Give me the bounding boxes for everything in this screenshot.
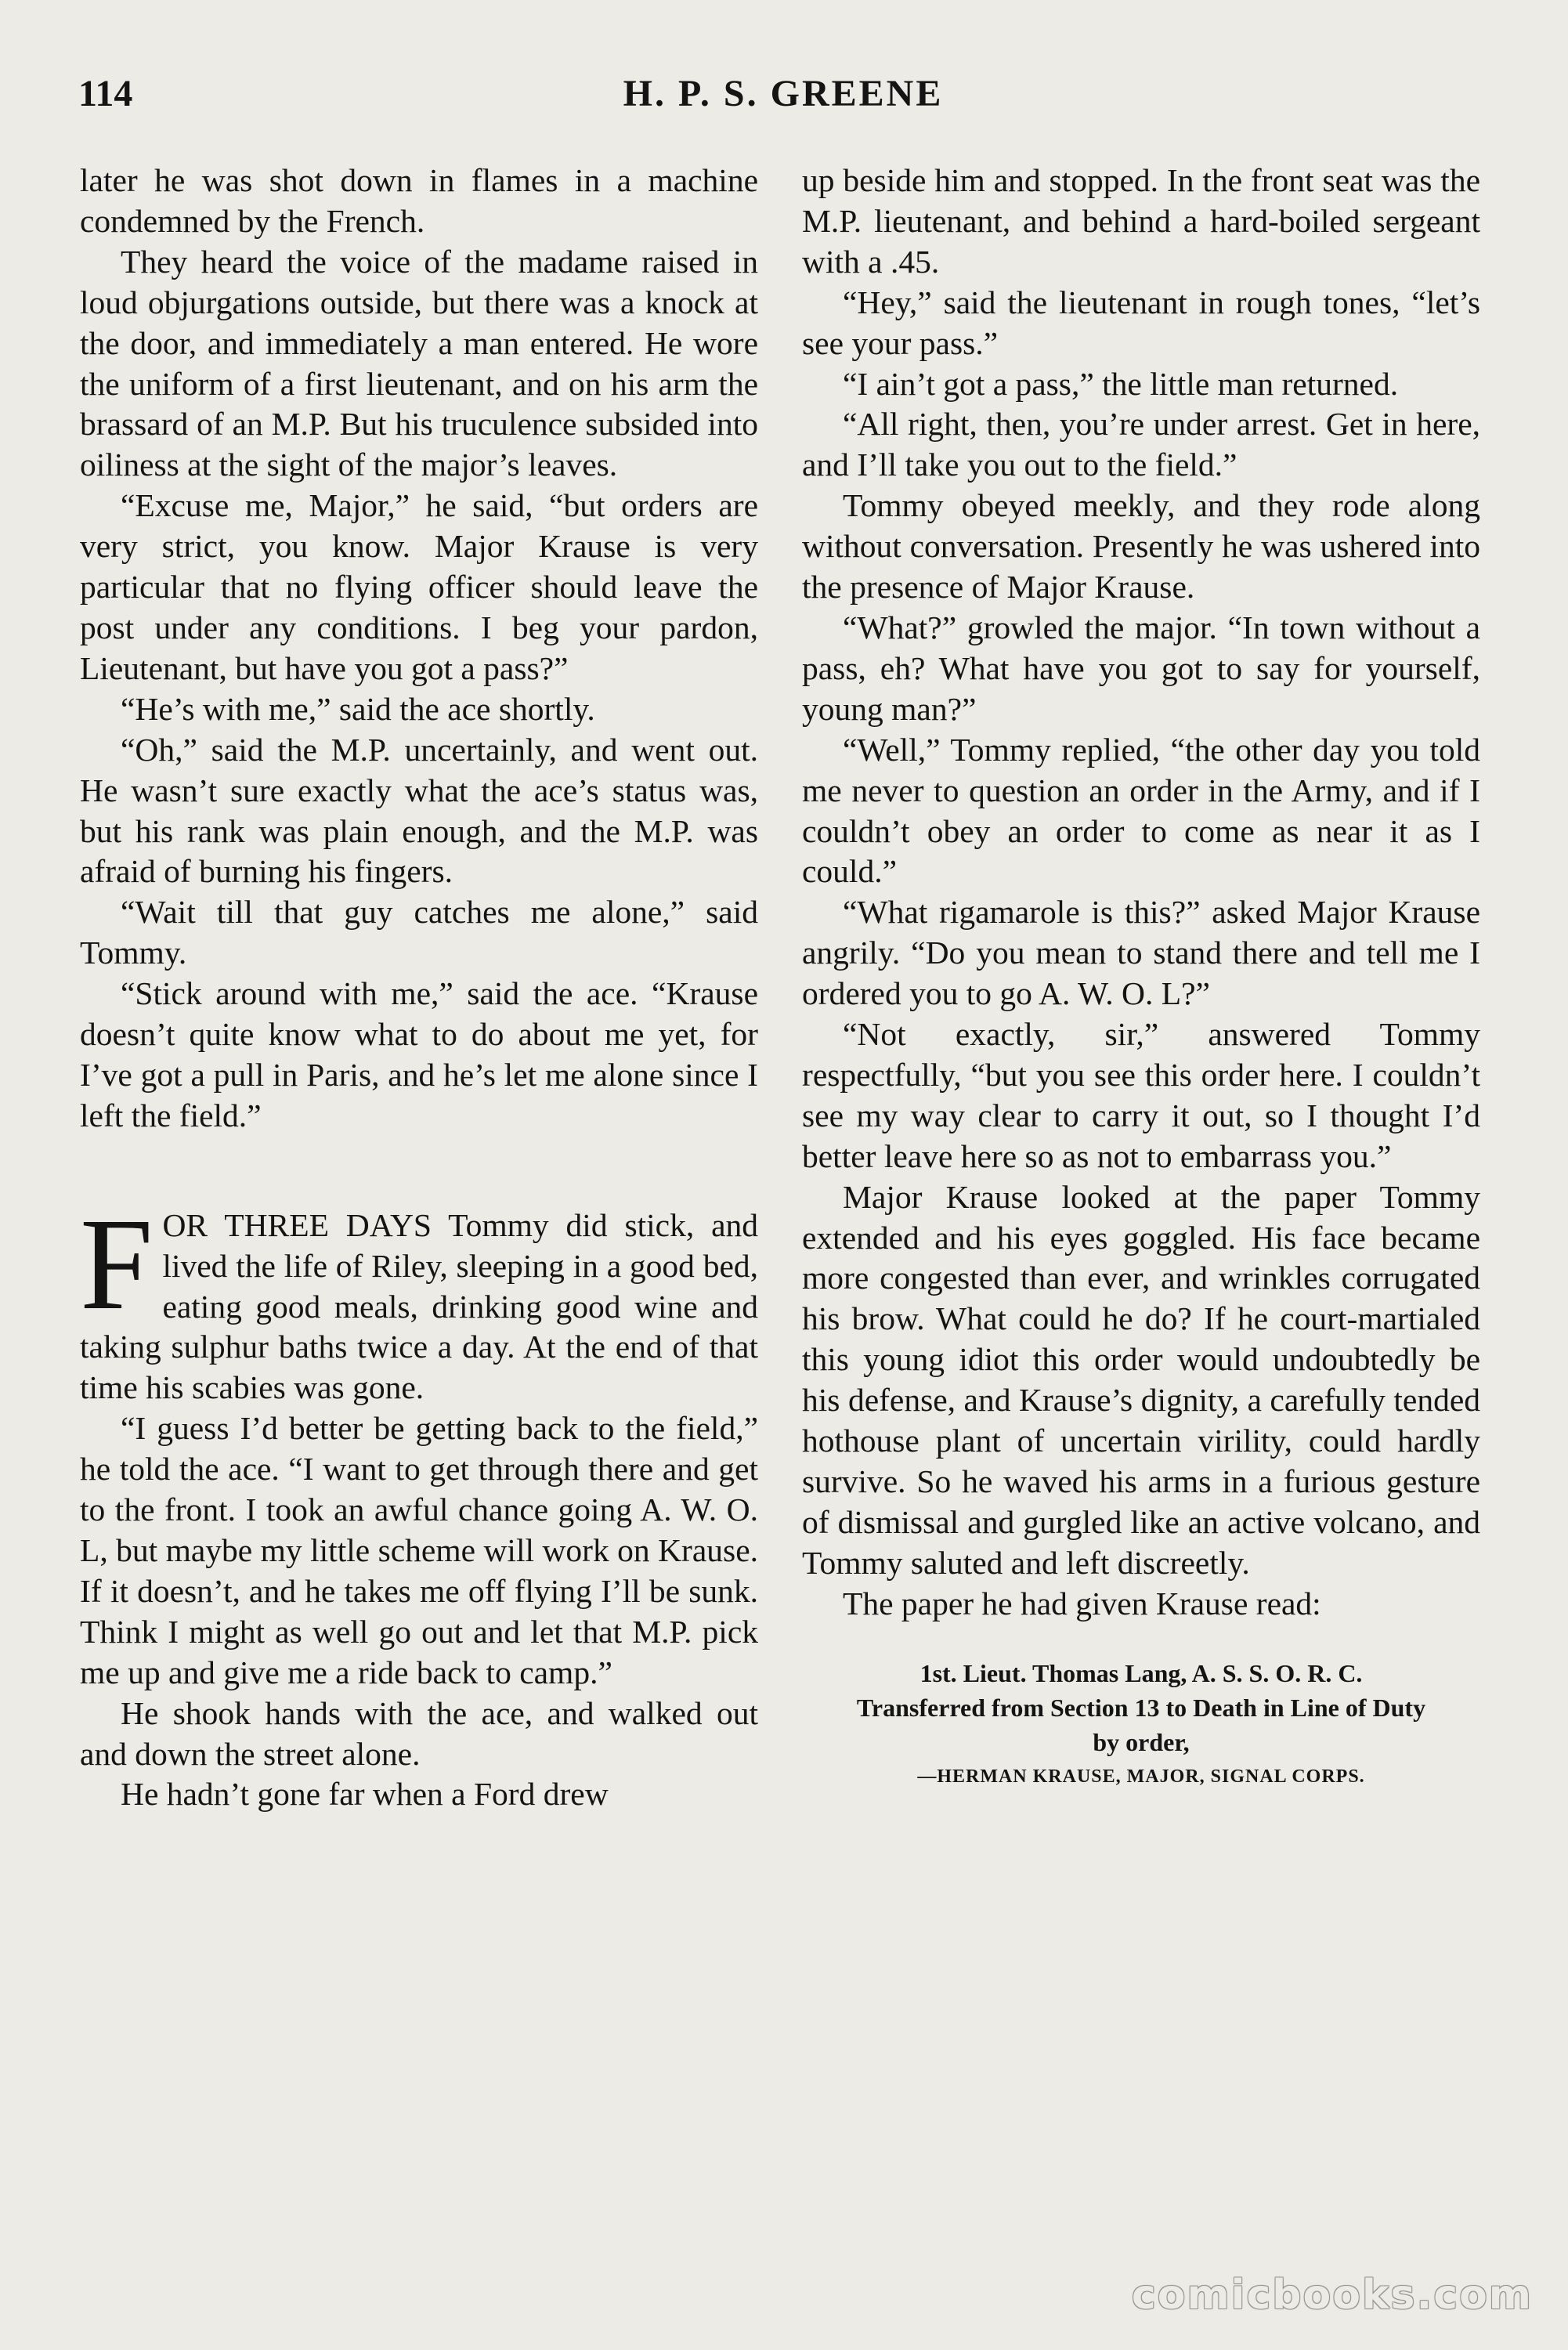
section-opening-paragraph bbox=[80, 1191, 759, 1409]
paragraph: “All right, then, you’re under arrest. Get in here, and I’ll take you out to the field.” bbox=[802, 406, 1480, 483]
paragraph: “He’s with me,” said the ace shortly. bbox=[121, 690, 595, 727]
notice-line: by order, bbox=[1093, 1727, 1190, 1756]
notice-line: Transferred from Section 13 to Death in Line of Duty bbox=[856, 1693, 1426, 1722]
small-caps-lead: OR THREE DAYS bbox=[162, 1206, 432, 1243]
paragraph: They heard the voice of the madame raised in loud objurgations outside, but there was a knock at the door, and immediately a man entered. He wore the uniform of a first lieutenant, and on his arm the brassard of an M.P. But his truculence subsided into oiliness at the sight of the major’s leaves. bbox=[80, 243, 758, 483]
page-number: 114 bbox=[78, 73, 133, 114]
paragraph: up beside him and stopped. In the front seat was the M.P. lieutenant, and behind a hard-boiled sergeant with a .45. bbox=[802, 162, 1480, 280]
paragraph: Major Krause looked at the paper Tommy extended and his eyes goggled. His face became more congested than ever, and wrinkles corrugated his brow. What could he do? If he court-martialed this young idiot this order would undoubtedly be his defense, and Krause’s dignity, a carefully tended hothouse plant of uncertain virility, could hardly survive. So he waved his arms in a furious gesture of dismissal and gurgled like an active volcano, and Tommy saluted and left discreetly. bbox=[802, 1178, 1480, 1581]
paragraph: “What rigamarole is this?” asked Major Krause angrily. “Do you mean to stand there and tell me I ordered you to go A. W. O. L?” bbox=[802, 894, 1480, 1012]
paragraph: Tommy obeyed meekly, and they rode along without conversation. Presently he was ushered into the presence of Major Krause. bbox=[802, 487, 1480, 606]
drop-cap: F bbox=[80, 1191, 154, 1337]
paragraph: “Wait till that guy catches me alone,” said Tommy. bbox=[80, 894, 758, 971]
paragraph: The paper he had given Krause read: bbox=[843, 1585, 1321, 1622]
paragraph: “Excuse me, Major,” he said, “but orders are very strict, you know. Major Krause is very particular that no flying officer should leave the post under any conditions. I beg your pardon, Lieutenant, but have you got a pass?” bbox=[80, 487, 758, 686]
section-break bbox=[80, 1137, 758, 1206]
paragraph: “I guess I’d better be getting back to the field,” he told the ace. “I want to get through there and get to the front. I took an awful chance going A. W. O. L, but maybe my little scheme will work on Krause. If it doesn’t, and he takes me off flying I’ll be sunk. Think I might as well go out and let that M.P. pick me up and give me a ride back to camp.” bbox=[80, 1410, 758, 1690]
watermark-logo: comicbooks.com bbox=[1131, 2272, 1533, 2319]
transfer-order-notice bbox=[802, 1656, 1480, 1794]
paragraph: “Hey,” said the lieutenant in rough tones, “let’s see your pass.” bbox=[802, 284, 1480, 361]
paragraph: “Stick around with me,” said the ace. “Krause doesn’t quite know what to do about me yet, for I’ve got a pull in Paris, and he’s let me alone since I left the field.” bbox=[80, 975, 758, 1133]
page-header bbox=[78, 72, 1488, 119]
paragraph: “Oh,” said the M.P. uncertainly, and went out. He wasn’t sure exactly what the ace’s status was, but his rank was plain enough, and the M.P. was afraid of burning his fingers. bbox=[80, 731, 758, 890]
notice-signature: —HERMAN KRAUSE, MAJOR, SIGNAL CORPS. bbox=[917, 1766, 1365, 1787]
paragraph: He hadn’t gone far when a Ford drew bbox=[121, 1776, 609, 1813]
right-column bbox=[802, 161, 1480, 1794]
paragraph: “I ain’t got a pass,” the little man returned. bbox=[843, 365, 1399, 402]
opening-text: Tommy did stick, and lived the life of Riley, sleeping in a good bed, eating good meals, drinking good wine and taking sulphur baths twice a day. At the end of that time his scabies was gone. bbox=[80, 1206, 759, 1406]
paragraph: “Well,” Tommy replied, “the other day you told me never to question an order in the Army, and if I couldn’t obey an order to come as near it as I could.” bbox=[802, 731, 1480, 890]
left-column bbox=[80, 161, 758, 1815]
paragraph: later he was shot down in flames in a machine condemned by the French. bbox=[80, 162, 758, 239]
paragraph: “What?” growled the major. “In town without a pass, eh? What have you got to say for yourself, young man?” bbox=[802, 609, 1480, 727]
notice-line: 1st. Lieut. Thomas Lang, A. S. S. O. R. C. bbox=[919, 1658, 1363, 1687]
paragraph: He shook hands with the ace, and walked out and down the street alone. bbox=[80, 1694, 758, 1772]
running-head: H. P. S. GREENE bbox=[623, 73, 944, 114]
paragraph: “Not exactly, sir,” answered Tommy respectfully, “but you see this order here. I couldn’t see my way clear to carry it out, so I thought I’d better leave here so as not to embarrass you.” bbox=[802, 1016, 1480, 1174]
